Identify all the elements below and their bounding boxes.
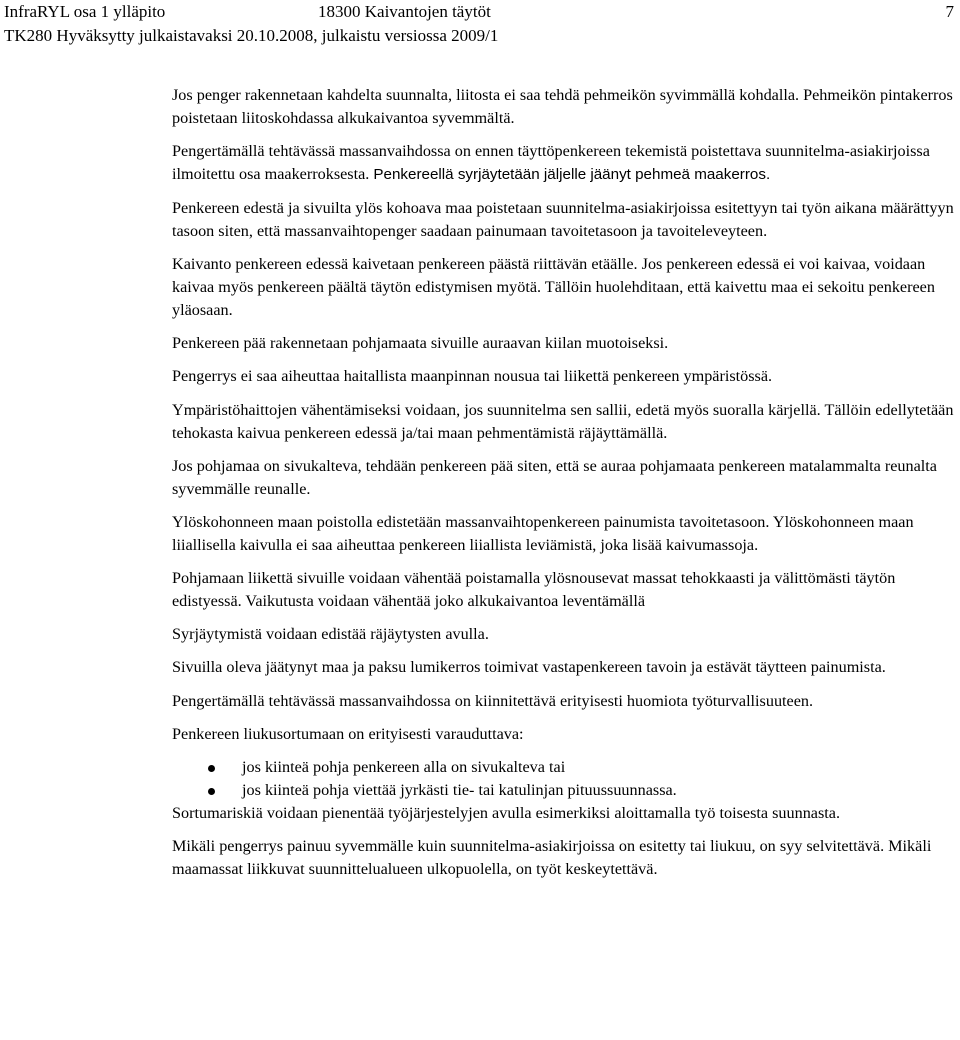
paragraph: Pohjamaan liikettä sivuille voidaan vähentää poistamalla ylösnousevat massat tehokkaasti ja välittömästi täytön edistyessä. Vaikutusta voidaan vähentää joko alkukaivantoa leventämällä: [172, 569, 896, 610]
header-series: InfraRYL osa 1 ylläpito: [4, 2, 166, 21]
page-number: 7: [945, 2, 954, 21]
paragraph: Penkereen pää rakennetaan pohjamaata sivuille auraavan kiilan muotoiseksi.: [172, 334, 669, 353]
paragraph: Jos pohjamaa on sivukalteva, tehdään penkereen pää siten, että se auraa pohjamaata penkereen matalammalta reunalta syvemmälle reunalle.: [172, 456, 937, 498]
page-header: [4, 0, 956, 48]
paragraph: Sivuilla oleva jäätynyt maa ja paksu lumikerros toimivat vastapenkereen tavoin ja estävät täytteen painumista.: [172, 658, 886, 677]
list-item-text: jos kiinteä pohja penkereen alla on sivukalteva tai: [242, 758, 566, 777]
bullet-icon: [208, 788, 215, 795]
bullet-list: [172, 756, 958, 802]
list-item: [172, 756, 958, 779]
header-line-1: [4, 0, 956, 24]
bullet-icon: [208, 765, 215, 772]
paragraph: Penkereen edestä ja sivuilta ylös kohoava maa poistetaan suunnitelma-asiakirjoissa esitettyyn tai työn aikana määrättyyn tasoon siten, että massanvaihtopenger saadaan painumaan tavoitetasoon ja tavoiteleveyteen.: [172, 199, 954, 240]
document-body: [172, 84, 958, 891]
paragraph: Pengertämällä tehtävässä massanvaihdossa on kiinnitettävä erityisesti huomiota työturvallisuuteen.: [172, 691, 814, 710]
paragraph: Sortumariskiä voidaan pienentää työjärjestelyjen avulla esimerkiksi aloittamalla työ toisesta suunnasta.: [172, 803, 841, 822]
paragraph: Mikäli pengerrys painuu syvemmälle kuin suunnitelma-asiakirjoissa on esitetty tai liukuu, on syy selvitettävä. Mikäli maamassat liikkuvat suunnittelualueen ulkopuolella, on työt keskeytettävä.: [172, 837, 932, 879]
header-title: 18300 Kaivantojen täytöt: [318, 2, 491, 21]
paragraph: Pengerrys ei saa aiheuttaa haitallista maanpinnan nousua tai liikettä penkereen ympäristössä.: [172, 367, 773, 386]
header-version: TK280 Hyväksytty julkaistavaksi 20.10.2008, julkaistu versiossa 2009/1: [4, 26, 499, 45]
paragraph: Syrjäytymistä voidaan edistää räjäytysten avulla.: [172, 625, 489, 644]
paragraph: [172, 140, 958, 187]
list-item: [172, 779, 958, 802]
paragraph: Kaivanto penkereen edessä kaivetaan penkereen päästä riittävän etäälle. Jos penkereen edessä ei voi kaivaa, voidaan kaivaa myös penkereen päältä täytön edistymisen myötä. Tällöin huolehditaan, että kaivettu maa ei sekoitu penkereen yläosaan.: [172, 255, 935, 319]
paragraph: Ympäristöhaittojen vähentämiseksi voidaan, jos suunnitelma sen sallii, edetä myös suoralla kärjellä. Tällöin edellytetään tehokasta kaivua penkereen edessä ja/tai maan pehmentämistä räjäyttämällä.: [172, 400, 954, 442]
paragraph: Penkereen liukusortumaan on erityisesti varauduttava:: [172, 725, 524, 744]
list-item-text: jos kiinteä pohja viettää jyrkästi tie- tai katulinjan pituussuunnassa.: [242, 781, 677, 800]
paragraph: Jos penger rakennetaan kahdelta suunnalta, liitosta ei saa tehdä pehmeikön syvimmällä kohdalla. Pehmeikön pintakerros poistetaan liitoskohdassa alkukaivantoa syvemmältä.: [172, 86, 953, 127]
paragraph-text: Pengertämällä tehtävässä massanvaihdossa on ennen täyttöpenkereen tekemistä poistettava suunnitelma-asiakirjoissa ilmoitettu osa maakerroksesta.: [172, 142, 930, 183]
paragraph-text-sans: Penkereellä syrjäytetään jäljelle jäänyt pehmeä maakerros.: [373, 165, 771, 183]
paragraph: Ylöskohonneen maan poistolla edistetään massanvaihtopenkereen painumista tavoitetasoon. Ylöskohonneen maan liiallisella kaivulla ei saa aiheuttaa penkereen liiallista leviämistä, joka lisää kaivumassoja.: [172, 512, 914, 554]
header-line-2: [4, 24, 956, 48]
